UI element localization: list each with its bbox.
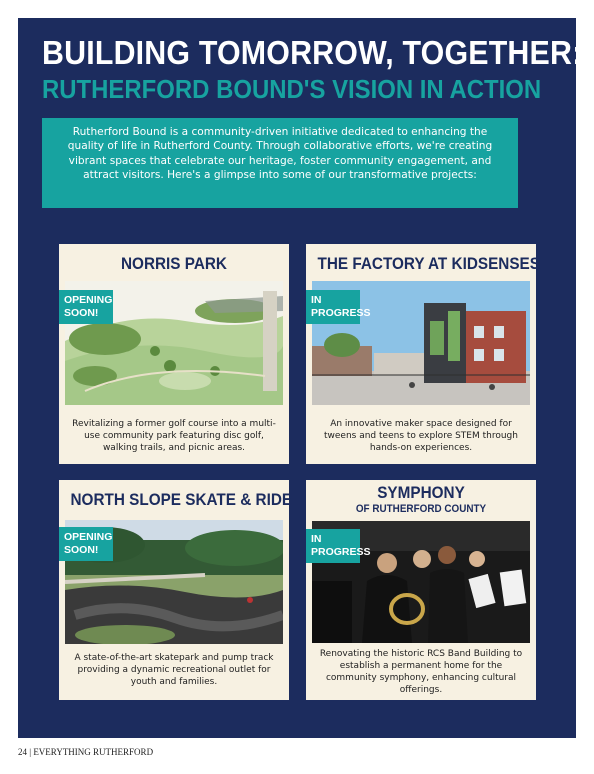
project-card-factory	[306, 244, 540, 464]
intro-paragraph: Rutherford Bound is a community-driven initiative dedicated to enhancing the quality of life in Rutherford County. Through collaborative efforts, we're creating vibrant spaces that celebrate our heritage, foster community engagement, and attract visitors. Here's a glimpse into some of our transformative projects:	[42, 118, 518, 208]
project-title: SYMPHONY	[377, 483, 465, 502]
project-description: An innovative maker space designed for tweens and teens to explore STEM through hands-on experiences.	[324, 419, 518, 453]
project-title-line2: OF RUTHERFORD COUNTY	[355, 503, 487, 515]
status-badge: OPENING SOON!	[59, 527, 113, 561]
page-subtitle: RUTHERFORD BOUND'S VISION IN ACTION	[42, 74, 542, 104]
project-description: A state-of-the-art skatepark and pump track providing a dynamic recreational outlet for youth and families.	[74, 653, 274, 687]
page-footer	[18, 747, 153, 757]
publication-name: EVERYTHING RUTHERFORD	[33, 747, 154, 757]
project-title: NORTH SLOPE SKATE & RIDE	[70, 490, 293, 509]
project-description: Renovating the historic RCS Band Building to establish a permanent home for the community symphony, enhancing cultural offerings.	[319, 649, 523, 695]
project-title: NORRIS PARK	[121, 254, 227, 273]
project-title: THE FACTORY AT KIDSENSES	[317, 254, 540, 273]
project-card-norris-park	[59, 244, 289, 464]
status-badge: IN PROGRESS	[306, 290, 360, 324]
status-badge: IN PROGRESS	[306, 529, 360, 563]
project-description: Revitalizing a former golf course into a multi-use community park featuring disc golf, walking trails, and picnic areas.	[72, 419, 276, 453]
project-card-symphony	[306, 480, 536, 700]
status-badge: OPENING SOON!	[59, 290, 113, 324]
project-card-skate-ride	[59, 480, 293, 700]
footer-separator: |	[29, 747, 34, 757]
page-number: 24	[18, 747, 27, 757]
page-title: BUILDING TOMORROW, TOGETHER:	[42, 34, 583, 71]
